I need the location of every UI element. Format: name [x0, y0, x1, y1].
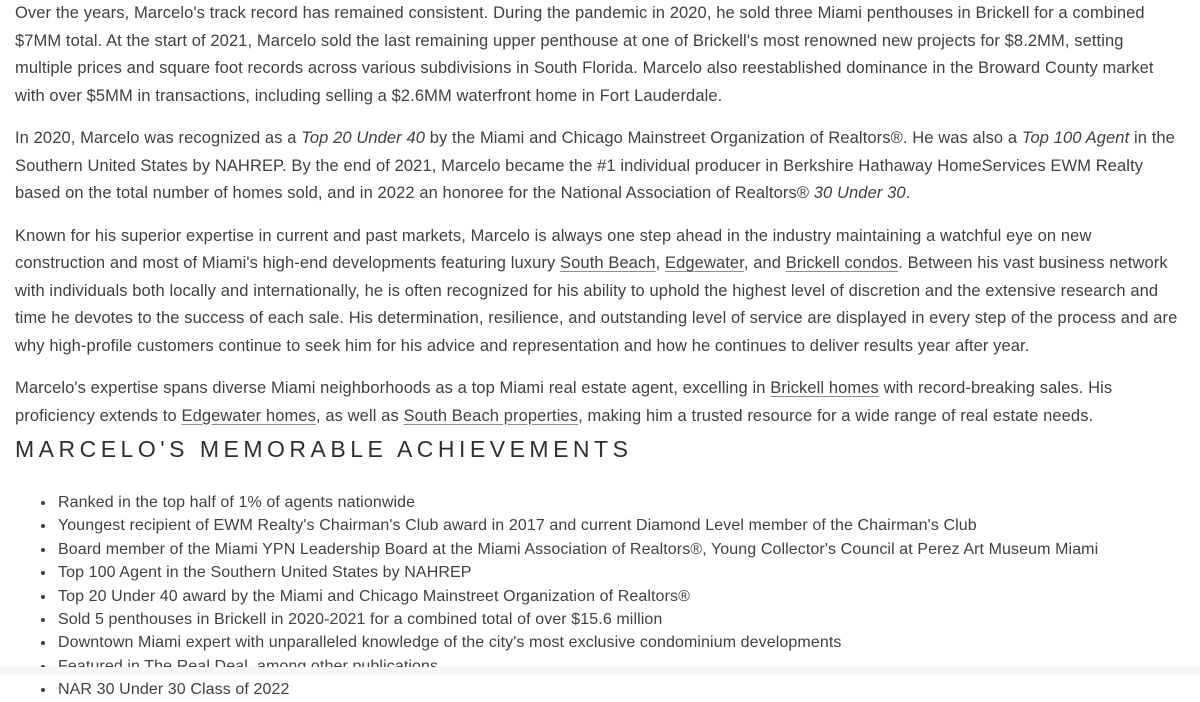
achievement-item: • Ranked in the top half of 1% of agents nationwide	[56, 491, 1185, 514]
text-run: .	[905, 184, 911, 202]
award-title-emphasis: 30 Under 30	[813, 184, 906, 202]
text-run: ,	[655, 254, 666, 272]
text-run: In 2020, Marcelo was recognized as a	[15, 129, 302, 147]
achievement-item: • Board member of the Miami YPN Leadership Board at the Miami Association of Realtors®, Young Collector's Council at Perez Art Museum Miami	[56, 538, 1185, 561]
bio-paragraph-expertise	[15, 223, 1185, 361]
achievement-item: • Youngest recipient of EWM Realty's Chairman's Club award in 2017 and current Diamond Level member of the Chairman's Club	[56, 514, 1185, 537]
award-title-emphasis: Top 20 Under 40	[301, 129, 426, 147]
text-run: . Between his vast business network with individuals both locally and internationally, he is often recognized for his ability to uphold the highest level of discretion and the extensive research and time he devotes to the success of each sale. His determination, resilience, and outstanding level of service are displayed in every step of the process and are why high-profile customers continue to seek him for his advice and representation and how he continues to deliver results year after year.	[15, 254, 1178, 355]
link-edgewater-homes[interactable]: Edgewater homes	[181, 406, 316, 425]
text-run: Over the years, Marcelo's track record has remained consistent. During the pandemic in 2020, he sold three Miami penthouses in Brickell for a combined $7MM total. At the start of 2021, Marcelo sold the last remaining upper penthouse at one of Brickell's most renowned new projects for $8.2MM, setting multiple prices and square foot records across various subdivisions in South Florida. Marcelo also reestablished dominance in the Broward County market with over $5MM in transactions, including selling a $2.6MM waterfront home in Fort Lauderdale.	[15, 4, 1154, 105]
link-edgewater[interactable]: Edgewater	[665, 254, 744, 272]
bio-paragraph-neighborhoods	[15, 375, 1185, 430]
achievements-heading: MARCELO'S MEMORABLE ACHIEVEMENTS	[15, 436, 633, 462]
text-run: , as well as	[315, 406, 404, 425]
link-brickell-condos[interactable]: Brickell condos	[785, 254, 899, 272]
achievement-item: • Downtown Miami expert with unparalleled knowledge of the city's most exclusive condominium developments	[56, 631, 1185, 654]
achievement-item: • Top 20 Under 40 award by the Miami and Chicago Mainstreet Organization of Realtors®	[56, 585, 1185, 608]
text-run: , and	[743, 254, 786, 272]
text-run: with record-breaking sales. His proficiency extends to	[15, 379, 1113, 425]
text-run: Marcelo's expertise spans diverse Miami neighborhoods as a top Miami real estate agent, excelling in	[15, 379, 771, 397]
achievement-item: • Top 100 Agent in the Southern United States by NAHREP	[56, 561, 1185, 584]
text-run: Known for his superior expertise in current and past markets, Marcelo is always one step ahead in the industry maintaining a watchful eye on new construction and most of Miami's high-end developments featuring luxury	[15, 226, 1092, 272]
next-section-edge	[0, 667, 1200, 675]
bio-paragraph-recognition	[15, 125, 1185, 208]
text-run: by the Miami and Chicago Mainstreet Organization of Realtors®. He was also a	[425, 129, 1022, 147]
text-run: in the Southern United States by NAHREP. By the end of 2021, Marcelo became the #1 individual producer in Berkshire Hathaway HomeServices EWM Realty based on the total number of homes sold, and in 2022 an honoree for the National Association of Realtors®	[15, 129, 1175, 202]
text-run: , making him a trusted resource for a wide range of real estate needs.	[578, 406, 1094, 425]
link-south-beach[interactable]: South Beach	[560, 254, 656, 272]
achievement-item: • Sold 5 penthouses in Brickell in 2020-2021 for a combined total of over $15.6 million	[56, 608, 1185, 631]
link-brickell-homes[interactable]: Brickell homes	[770, 379, 879, 397]
link-south-beach-properties[interactable]: South Beach properties	[403, 406, 579, 425]
achievement-item: • NAR 30 Under 30 Class of 2022	[56, 678, 1185, 701]
award-title-emphasis: Top 100 Agent	[1021, 129, 1130, 147]
bio-paragraph-track-record	[15, 0, 1185, 110]
